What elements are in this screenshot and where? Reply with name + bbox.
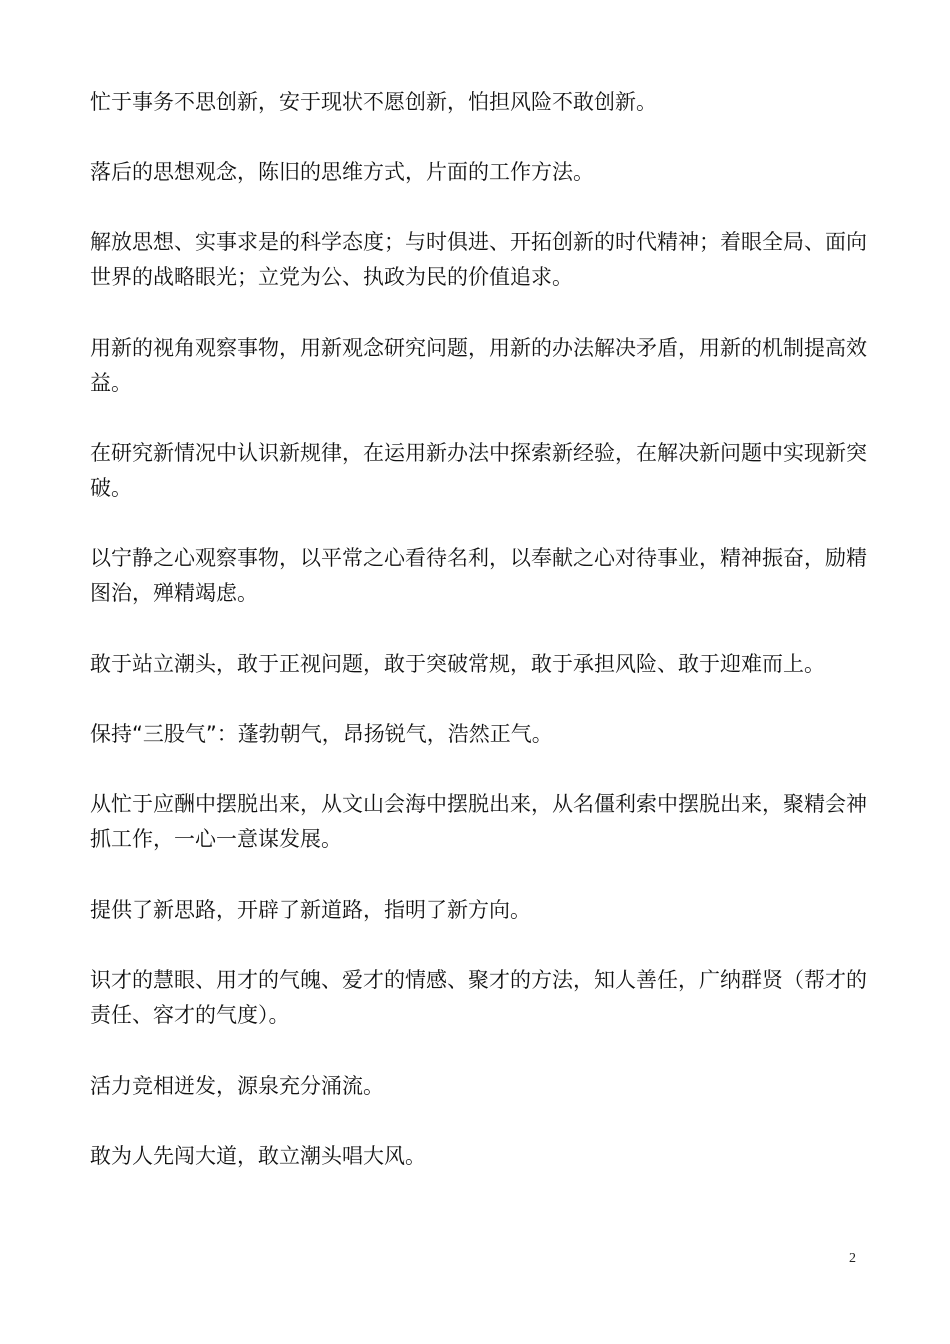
paragraph-4: 用新的视角观察事物，用新观念研究问题，用新的办法解决矛盾，用新的机制提高效益。 xyxy=(90,336,867,395)
paragraph-6: 以宁静之心观察事物，以平常之心看待名利，以奉献之心对待事业，精神振奋，励精图治，殚精竭虑。 xyxy=(90,546,867,605)
paragraph-9: 从忙于应酬中摆脱出来，从文山会海中摆脱出来，从名僵利索中摆脱出来，聚精会神抓工作，一心一意谋发展。 xyxy=(90,792,867,851)
paragraph-10: 提供了新思路，开辟了新道路，指明了新方向。 xyxy=(90,898,531,922)
paragraph-7: 敢于站立潮头，敢于正视问题，敢于突破常规，敢于承担风险、敢于迎难而上。 xyxy=(90,652,825,676)
paragraph-13: 敢为人先闯大道，敢立潮头唱大风。 xyxy=(90,1144,426,1168)
paragraph-12: 活力竞相迸发，源泉充分涌流。 xyxy=(90,1074,384,1098)
paragraph-3: 解放思想、实事求是的科学态度；与时俱进、开拓创新的时代精神；着眼全局、面向世界的战略眼光；立党为公、执政为民的价值追求。 xyxy=(90,230,867,289)
paragraph-2: 落后的思想观念，陈旧的思维方式，片面的工作方法。 xyxy=(90,160,594,184)
paragraph-8: 保持“三股气”：蓬勃朝气，昂扬锐气，浩然正气。 xyxy=(90,722,553,746)
paragraph-1: 忙于事务不思创新，安于现状不愿创新，怕担风险不敢创新。 xyxy=(90,90,657,114)
page-number: 2 xyxy=(849,1251,856,1266)
paragraph-11: 识才的慧眼、用才的气魄、爱才的情感、聚才的方法，知人善任，广纳群贤（帮才的责任、容才的气度）。 xyxy=(90,968,867,1027)
paragraph-5: 在研究新情况中认识新规律，在运用新办法中探索新经验，在解决新问题中实现新突破。 xyxy=(90,441,867,500)
